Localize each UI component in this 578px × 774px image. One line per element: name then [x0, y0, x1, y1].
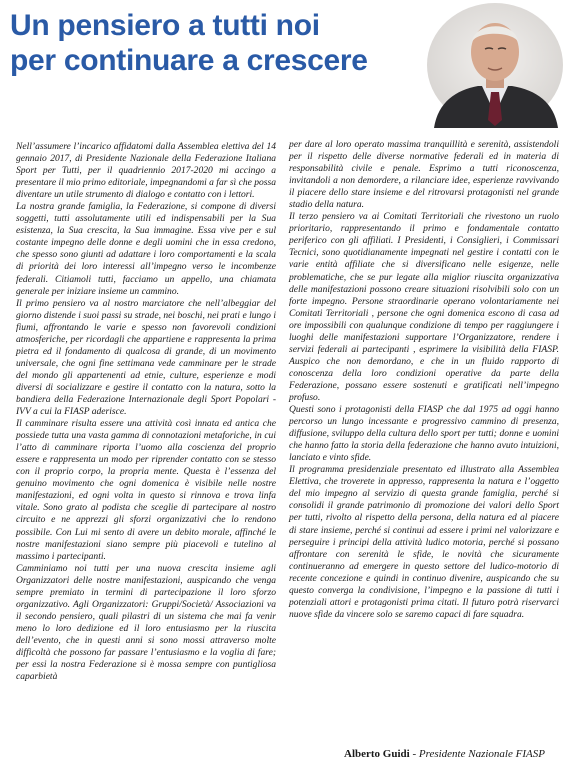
- article-title: [10, 8, 410, 78]
- title-line-1: Un pensiero a tutti noi: [10, 9, 320, 42]
- paragraph: Il programma presidenziale presentato ed illustrato alla Assemblea Elettiva, che troverete in appresso, rappresenta la natura e l’oggetto del mio impegno al servizio di questa grande famiglia, perché si consolidi il grande patrimonio di promozione dei valori dello Sport per tutti, rivolto al rispetto della persona, della natura ed al piacere di stare insieme, perché si continui ad essere i primi nel valorizzare e perseguire i principi della attività ludico motoria, perché si possano affrontare con serenità le sfide, le novità che sicuramente continueranno ad emergere in questo settore del ludico-motorio di recente concezione e quindi in continuo divenire, auspicando che su questo converga la condivisione, l’impegno e la passione di tutti i potenziali attori e protagonisti prima citati. Il futuro potrà riservarci nuove sfide da vincere solo se saremo capaci di fare squadra.: [289, 464, 559, 620]
- paragraph: La nostra grande famiglia, la Federazione, si compone di diversi soggetti, tutti assolutamente utili ed indispensabili per la Sua esistenza, la Sua crescita, la Sua immagine. Essa vive per e sul costante impegno delle donne e degli uomini che in essa credono, che spesso sono giunti ad adattare i loro comportamenti e la scala di priorità dei loro interessi all’impegno verso le incombenze federali. Citiamoli tutti, facciamo un appello, una chiamata generale per iniziare insieme un cammino.: [16, 201, 276, 297]
- paragraph: Questi sono i protagonisti della FIASP che dal 1975 ad oggi hanno percorso un lungo incessante e progressivo cammino di presenza, diffusione, sviluppo della cultura dello sport per tutti; donne e uomini che hanno fatto la storia della federazione che hanno avuto intuizioni, lanciato e vinto sfide.: [289, 404, 559, 464]
- author-name: Alberto Guidi: [344, 748, 410, 760]
- title-line-2: per continuare a crescere: [10, 44, 368, 77]
- article-column-right: [289, 139, 559, 621]
- paragraph: Il camminare risulta essere una attività così innata ed antica che possiede tutta una vasta gamma di connotazioni metaforiche, in cui l’atto di camminare riporta l’uomo alla coscienza del proprio essere e rappresenta un modo per riprender contatto con se stesso con il proprio corpo, la propria mente. Questa è l’essenza del genuino movimento che ogni domenica è visibile nelle nostre manifestazioni, ed ogni volta in questo si rinnova e trova linfa vitale. Sono grato al podista che sceglie di partecipare al nostro circuito e ne apprezzi gli sforzi organizzativi che lo rendono possibile. Con Lui mi sento di avere un debito morale, affinché le nostre manifestazioni siano sempre più piacevoli e tutelino al massimo i partecipanti.: [16, 418, 276, 562]
- paragraph: Il primo pensiero va al nostro marciatore che nell’albeggiar del giorno distende i suoi passi su strade, nei boschi, nei prati e lungo i fiumi, affrontando le varie e spesso non favorevoli condizioni atmosferiche, per ricordagli che appartiene e rappresenta la prima pietra ed il fondamento di qualcosa di grande, di un movimento universale, che ogni fine settimana vede camminare per le strade del mondo gli appartenenti ad etnie, culture, esperienze e modi diversi di socializzare e gestire il contatto con la natura, sotto la bandiera della Federazione Internazionale degli Sport Popolari - IVV a cui la FIASP aderisce.: [16, 297, 276, 418]
- paragraph: Nell’assumere l’incarico affidatomi dalla Assemblea elettiva del 14 gennaio 2017, di Presidente Nazionale della Federazione Italiana Sport per Tutti, per il quadriennio 2017-2020 mi accingo a presentare il mio primo editoriale, impegnandomi a far sì che possa diventare un utile strumento di dialogo e contatto con i lettori.: [16, 141, 276, 201]
- paragraph: Camminiamo noi tutti per una nuova crescita insieme agli Organizzatori delle nostre manifestazioni, auspicando che venga sempre premiato in termini di partecipazione il loro sforzo organizzativo. Agli Organizzatori: Gruppi/Società/ Associazioni va il secondo pensiero, quali pilastri di un sistema che mai fa venir meno lo loro dedizione ed il loro entusiasmo per la riuscita dell’evento, che in questi anni si sono mossi attraverso molte difficoltà che possono far passare l’entusiasmo e la voglia di fare; per essi la nostra Federazione si è mossa sempre con puntigliosa caparbietà: [16, 562, 276, 683]
- paragraph: per dare al loro operato massima tranquillità e serenità, assistendoli per il rispetto delle diverse normative federali ed in materia di responsabilità civile e penale. Esprimo a tutti riconoscenza, invitandoli a non demordere, a rilanciare idee, esperienze ravvivando il piacere dello stare insieme e del ritrovarsi protagonisti nel grande stadio della natura.: [289, 139, 559, 211]
- author-role: - Presidente Nazionale FIASP: [409, 748, 545, 760]
- article-column-left: [16, 141, 276, 683]
- author-signature: [344, 748, 569, 760]
- author-portrait-photo: [416, 2, 574, 128]
- paragraph: Il terzo pensiero va ai Comitati Territoriali che rivestono un ruolo prioritario, rappresentando il primo e fondamentale contatto periferico con gli affiliati. I Presidenti, i Consiglieri, i Commissari Tecnici, sono quotidianamente impegnati nel gestire i contatti con le varie entità affiliate che si diversificano nelle esigenze, nelle problematiche, che se pur legate alla miglior riuscita organizzativa delle manifestazioni possono creare situazioni risolvibili solo con un forte impegno. Persone straordinarie operano volontariamente nei Comitati Territoriali , persone che ogni domenica escono di casa ad ore impossibili con qualunque condizione di tempo per raggiungere i luoghi delle manifestazioni supportare l’Organizzatore, rendere i servizi federali ai partecipanti , esprimere la visibilità della FIASP. Auspico che non demordano, e che in un fluido rapporto di conoscenza della loro condizioni operative da parte della Federazione, possano essere sostenuti e gratificati nell’impegno profuso.: [289, 211, 559, 403]
